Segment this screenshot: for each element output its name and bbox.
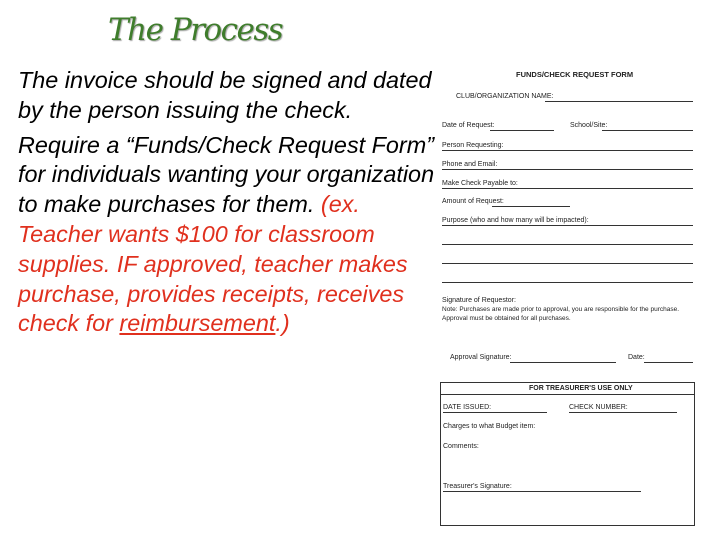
signature-requestor-label: Signature of Requestor: <box>442 297 516 304</box>
paragraph-request-form <box>18 131 438 340</box>
approval-date-line <box>644 362 693 363</box>
body-text <box>18 66 438 339</box>
date-of-request-label: Date of Request: <box>442 122 495 129</box>
person-requesting-line <box>442 150 693 151</box>
approval-signature-label: Approval Signature: <box>450 354 512 361</box>
paragraph-invoice: The invoice should be signed and dated by the person issuing the check. <box>18 67 432 123</box>
school-site-line <box>602 130 693 131</box>
treasurer-use-box <box>440 382 695 526</box>
person-requesting-label: Person Requesting: <box>442 142 504 149</box>
amount-of-request-line <box>492 206 570 207</box>
example-text-end: .) <box>275 310 290 337</box>
date-issued-line <box>443 412 547 413</box>
treasurer-signature-label: Treasurer's Signature: <box>443 483 512 490</box>
check-number-line <box>569 412 677 413</box>
purpose-label: Purpose (who and how many will be impacted): <box>442 217 589 224</box>
phone-email-label: Phone and Email: <box>442 161 498 168</box>
club-name-label: CLUB/ORGANIZATION NAME: <box>456 93 554 100</box>
treasurer-title-divider <box>441 394 694 395</box>
reimbursement-word: reimbursement <box>119 310 276 337</box>
approval-date-label: Date: <box>628 354 645 361</box>
purpose-line-4 <box>442 282 693 283</box>
check-number-label: CHECK NUMBER: <box>569 404 628 411</box>
slide-title: The Process <box>108 12 283 48</box>
funds-check-request-form-image <box>430 64 700 534</box>
make-check-payable-label: Make Check Payable to: <box>442 180 518 187</box>
purpose-line-2 <box>442 244 693 245</box>
date-issued-label: DATE ISSUED: <box>443 404 492 411</box>
make-check-payable-line <box>442 188 693 189</box>
treasurer-use-title: FOR TREASURER'S USE ONLY <box>529 385 633 392</box>
treasurer-signature-line <box>443 491 641 492</box>
approval-note: Note: Purchases are made prior to approval, you are responsible for the purchase. Approval must be obtained for all purchases. <box>442 306 680 322</box>
purpose-line-1 <box>442 225 693 226</box>
club-name-line <box>545 101 693 102</box>
date-of-request-line <box>490 130 554 131</box>
request-form-text: Require a “Funds/Check Request Form” for individuals wanting your organization to make purchases for them. <box>18 131 435 218</box>
comments-label: Comments: <box>443 443 479 450</box>
form-title: FUNDS/CHECK REQUEST FORM <box>516 70 634 79</box>
approval-signature-line <box>510 362 616 363</box>
purpose-line-3 <box>442 263 693 264</box>
example-text-main: (ex. Teacher wants $100 for classroom supplies. IF approved, teacher makes purchase, provides receipts, receives check for <box>18 191 408 337</box>
charges-to-label: Charges to what Budget item: <box>443 423 536 430</box>
school-site-label: School/Site: <box>570 122 608 129</box>
amount-of-request-label: Amount of Request: <box>442 198 504 205</box>
phone-email-line <box>442 169 693 170</box>
